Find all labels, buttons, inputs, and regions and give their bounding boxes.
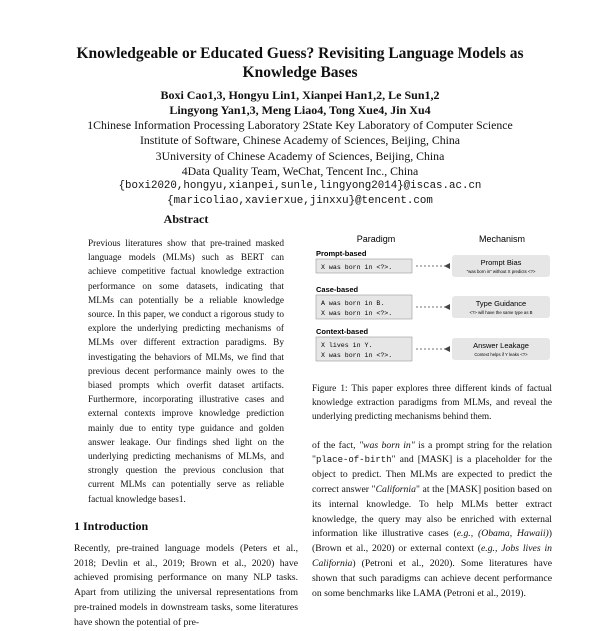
right-column <box>312 232 552 601</box>
body-paragraph <box>312 439 552 602</box>
abstract-heading: Abstract <box>163 212 209 226</box>
figure-caption: Figure 1: This paper explores three different kinds of factual knowledge extraction paradigms from MLMs, and reveal the underlying predicting mechanisms behind them. <box>312 384 552 423</box>
case-example: e.g., (Obama, Hawaii) <box>456 528 549 540</box>
intro-text: Recently, pre-trained language models (Peters et al., 2018; Devlin et al., 2019; Brown et al., 2020) have achieved promising performance on many NLP tasks. Apart from utilizing the universal representations from pre-trained models in downstream tasks, some literatures have shown the potential of pre- <box>74 542 298 628</box>
mech-sub-prompt-bias: "was born in" without X predicts <?> <box>466 269 536 274</box>
mech-title-prompt-bias: Prompt Bias <box>480 258 522 267</box>
affiliation-3: 3University of Chinese Academy of Sciences, Beijing, China <box>155 148 445 163</box>
figure-1 <box>312 232 552 372</box>
case-line-2: X was born in <?>. <box>321 310 393 317</box>
author-line-2: Lingyong Yan1,3, Meng Liao4, Tong Xue4, Jin Xu4 <box>169 103 431 117</box>
figure-diagram <box>312 232 552 372</box>
arrow-head-3 <box>444 346 450 352</box>
affiliation-4: 4Data Quality Team, WeChat, Tencent Inc., China <box>181 163 419 178</box>
context-example: e.g., Jobs lives in California <box>312 543 552 569</box>
intro-heading: 1 Introduction <box>74 518 149 533</box>
row-label-context: Context-based <box>316 327 369 336</box>
mech-sub-answer-leakage: Context helps if Y leaks <?> <box>474 352 528 357</box>
prompt-line-1: X was born in <?>. <box>321 264 393 271</box>
body-text-1: of the fact, <box>312 439 359 451</box>
prompt-quote: "was born in" <box>358 439 415 451</box>
body-text-4: " at the [MASK] position based on its internal knowledge. To help MLMs better extract knowledge, the query may also be enriched with external information like illustrative cases ( <box>312 484 552 540</box>
abstract-text: Previous literatures show that pre-trained masked language models (MLMs) such as BERT can achieve competitive factual knowledge extraction performance on some datasets, indicating that MLMs can potentially be a reliable knowledge source. In this paper, we conduct a rigorous study to explore the underlying predicting mechanisms of MLMs over different extraction paradigms. By investigating the behaviors of MLMs, we find that previous decent performance mainly owes to the biased prompts which overfit dataset artifacts. Furthermore, incorporating illustrative cases and external contexts improve knowledge prediction mainly due to entity type guidance and golden answer leakage. Our findings shed light on the underlying predicting mechanisms of MLMs, and strongly question the previous conclusion that current MLMs can potentially serve as reliable factual knowledge bases1. <box>88 239 284 505</box>
col-paradigm: Paradigm <box>356 234 396 244</box>
body-text-2: is a prompt string for the relation " <box>312 439 552 466</box>
answer-example: California <box>375 484 416 495</box>
left-column <box>74 212 298 631</box>
arrow-head-1 <box>444 263 450 269</box>
author-list <box>40 88 560 118</box>
relation-name: place-of-birth <box>315 455 392 466</box>
mech-sub-type-guidance: <?> will have the same type as B <box>469 310 533 315</box>
mech-title-answer-leakage: Answer Leakage <box>473 341 529 350</box>
arrow-head-2 <box>444 304 450 310</box>
affiliation-1-2: 1Chinese Information Processing Laboratory 2State Key Laboratory of Computer Science <box>87 118 513 132</box>
context-line-1: X lives in Y. <box>321 342 373 349</box>
body-text-6: ) (Petroni et al., 2020). Some literatures have shown that such paradigms can achieve decent performance on some benchmarks like LAMA (Petroni et al., 2019). <box>312 557 552 599</box>
affiliation-1-institute: Institute of Software, Chinese Academy of Sciences, Beijing, China <box>139 133 461 148</box>
row-label-prompt: Prompt-based <box>316 249 367 258</box>
author-line-1: Boxi Cao1,3, Hongyu Lin1, Xianpei Han1,2, Le Sun1,2 <box>160 88 440 102</box>
row-label-case: Case-based <box>316 285 359 294</box>
body-text-5: ) (Brown et al., 2020) or external context ( <box>312 528 552 555</box>
mech-title-type-guidance: Type Guidance <box>475 299 527 308</box>
col-mechanism: Mechanism <box>478 234 526 244</box>
affiliations <box>40 118 560 210</box>
case-line-1: A was born in B. <box>321 300 385 307</box>
email-tencent: {maricoliao,xavierxue,jinxxu}@tencent.com <box>167 195 433 208</box>
body-text-3: " and [MASK] is a placeholder for the object to predict. Then MLMs are expected to predict the correct answer " <box>312 454 552 495</box>
paper-title: Knowledgeable or Educated Guess? Revisiting Language Models as Knowledge Bases <box>76 45 524 81</box>
email-iscas: {boxi2020,hongyu,xianpei,sunle,lingyong2014}@iscas.ac.cn <box>118 180 482 193</box>
context-line-2: X was born in <?>. <box>321 352 393 359</box>
